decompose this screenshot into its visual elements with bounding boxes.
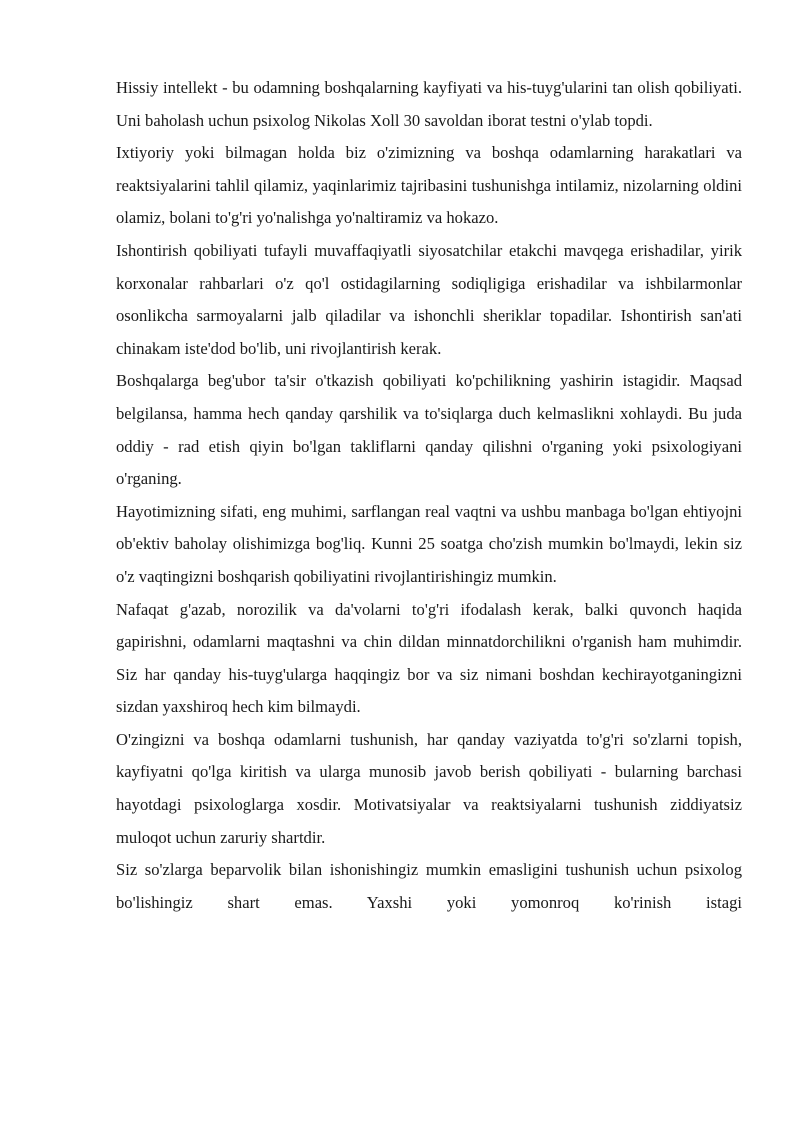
paragraph-expressing-emotions: Nafaqat g'azab, norozilik va da'volarni to'g'ri ifodalash kerak, balki quvonch haqida gapirishni, odamlarni maqtashni va chin dildan minnatdorchilikni o'rganish ham muhimdir. Siz har qanday his-tuyg'ularga haqqingiz bor va siz nimani boshdan kechirayotganingizni sizdan yaxshiroq hech kim bilmaydi. [116, 599, 742, 717]
paragraph-influence: Boshqalarga beg'ubor ta'sir o'tkazish qobiliyati ko'pchilikning yashirin istagidir. Maqsad belgilansa, hamma hech qanday qarshilik va to'siqlarga duch kelmaslikni xohlaydi. Bu juda oddiy - rad etish qiyin bo'lgan takliflarni qanday qilishni o'rganing yoki psixologiyani o'rganing. [116, 371, 742, 489]
paragraph-trust-words: Siz so'zlarga beparvolik bilan ishonishingiz mumkin emasligini tushunish uchun psixolog bo'lishingiz shart emas. Yaxshi yoki yomonroq ko'rinish istagi [116, 860, 742, 912]
paragraph-persuasion: Ishontirish qobiliyati tufayli muvaffaqiyatli siyosatchilar etakchi mavqega erishadilar, yirik korxonalar rahbarlari o'z qo'l ostidagilarning sodiqligiga erishadilar va ishbilarmonlar osonlikcha sarmoyalarni jalb qiladilar va ishonchli sheriklar topadilar. Ishontirish san'ati chinakam iste'dod bo'lib, uni rivojlantirish kerak. [116, 240, 742, 358]
body-text [116, 72, 742, 919]
paragraph-understanding-people: O'zingizni va boshqa odamlarni tushunish, har qanday vaziyatda to'g'ri so'zlarni topish, kayfiyatni qo'lga kiritish va ularga munosib javob berish qobiliyati - bularning barchasi hayotdagi psixologlarga xosdir. Motivatsiyalar va reaktsiyalarni tushunish ziddiyatsiz muloqot uchun zaruriy shartdir. [116, 729, 742, 847]
paragraph-emotional-intelligence: Hissiy intellekt - bu odamning boshqalarning kayfiyati va his-tuyg'ularini tan olish qobiliyati. Uni baholash uchun psixolog Nikolas Xoll 30 savoldan iborat testni o'ylab topdi. [116, 78, 742, 130]
paragraph-analyzing-reactions: Ixtiyoriy yoki bilmagan holda biz o'zimizning va boshqa odamlarning harakatlari va reaktsiyalarini tahlil qilamiz, yaqinlarimiz tajribasini tushunishga intilamiz, nizolarning oldini olamiz, bolani to'g'ri yo'nalishga yo'naltiramiz va hokazo. [116, 143, 742, 228]
paragraph-time-management: Hayotimizning sifati, eng muhimi, sarflangan real vaqtni va ushbu manbaga bo'lgan ehtiyojni ob'ektiv baholay olishimizga bog'liq. Kunni 25 soatga cho'zish mumkin bo'lmaydi, lekin siz o'z vaqtingizni boshqarish qobiliyatini rivojlantirishingiz mumkin. [116, 501, 742, 586]
